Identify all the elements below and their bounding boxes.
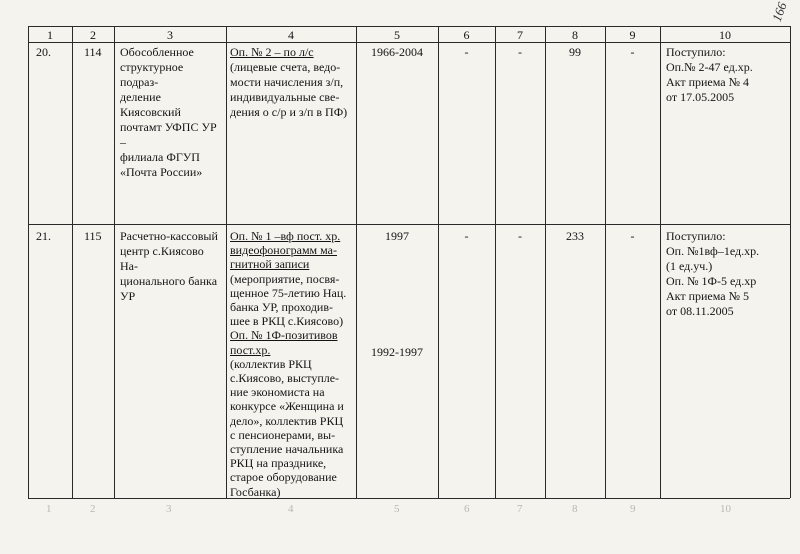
ghost-number: 10 [720, 503, 731, 515]
receipt-note [666, 45, 788, 105]
col8-value: 99 [569, 45, 581, 59]
note-line: Поступило: [666, 229, 726, 243]
org-line: центр с.Киясово На- [120, 244, 204, 273]
note-line: Оп.№ 2-47 ед.хр. [666, 60, 753, 74]
desc-line: РКЦ на празднике, [230, 456, 327, 471]
date-range: 1992-1997 [371, 345, 423, 359]
col6-value: - [464, 45, 469, 59]
col-border [660, 26, 661, 498]
date-range: 1966-2004 [371, 45, 423, 59]
header-col-8: 8 [572, 28, 578, 42]
ghost-number: 3 [166, 503, 172, 515]
col-border [28, 26, 29, 498]
col-border [545, 26, 546, 498]
header-col-5: 5 [394, 28, 400, 42]
col9-value: - [630, 45, 635, 59]
org-line: Расчетно-кассовый [120, 229, 218, 243]
desc-line: гнитной записи [230, 257, 310, 272]
header-col-9: 9 [629, 28, 636, 42]
col-border [72, 26, 73, 498]
ghost-number: 4 [288, 503, 294, 515]
desc-line: шее в РКЦ с.Киясово) [230, 314, 344, 329]
ghost-number: 9 [630, 503, 636, 515]
header-col-1: 1 [47, 28, 53, 42]
desc-line: (коллектив РКЦ [230, 356, 312, 371]
receipt-note [666, 229, 788, 319]
date-range: 1997 [385, 229, 409, 243]
note-line: от 08.11.2005 [666, 304, 734, 318]
header-col-4: 4 [288, 28, 294, 42]
desc-line: Оп. № 1 –вф пост. хр. [230, 229, 341, 243]
note-line: Акт приема № 4 [666, 75, 750, 89]
col-border [790, 26, 791, 498]
ghost-number: 8 [572, 503, 578, 515]
col-border [114, 26, 115, 498]
note-line: от 17.05.2005 [666, 90, 735, 104]
org-line: филиала ФГУП [120, 150, 200, 164]
col-border [356, 26, 357, 498]
org-line: деление Киясовский [120, 90, 181, 119]
header-col-10: 10 [719, 28, 731, 42]
header-col-2: 2 [90, 28, 96, 42]
desc-line: дело», коллектив РКЦ [230, 413, 344, 428]
org-line: Обособленное [120, 45, 194, 59]
desc-line: индивидуальные све- [230, 90, 340, 104]
desc-line: Госбанка) [230, 484, 281, 499]
desc-line: ступление начальника [230, 442, 344, 457]
note-line: (1 ед.уч.) [666, 259, 713, 273]
desc-line: Оп. № 1Ф-позитивов [230, 328, 338, 343]
table-border-top [28, 26, 790, 27]
desc-line: ние экономиста на [230, 385, 325, 400]
org-line: структурное подраз- [120, 60, 184, 89]
organization-name [120, 229, 224, 304]
ghost-number: 6 [464, 503, 470, 515]
desc-line: с пенсионерами, вы- [230, 427, 336, 442]
note-line: Поступило: [666, 45, 726, 59]
desc-line: (мероприятие, посвя- [230, 271, 340, 286]
desc-line: банка УР, проходив- [230, 300, 334, 315]
row-number: 20. [36, 45, 51, 59]
header-col-3: 3 [167, 28, 173, 42]
desc-line: мости начисления з/п, [230, 75, 344, 89]
desc-line: Оп. № 2 – по л/с [230, 45, 314, 59]
col-border [605, 26, 606, 498]
ghost-number: 2 [90, 503, 96, 515]
ghost-number: 1 [46, 503, 52, 515]
note-line: Оп. №1вф–1ед.хр. [666, 244, 760, 258]
header-bottom-border [28, 42, 790, 43]
col7-value: - [518, 45, 522, 59]
col8-value: 233 [566, 229, 584, 243]
col-border [495, 26, 496, 498]
org-line: почтамт УФПС УР – [120, 120, 217, 149]
col7-value: - [518, 229, 522, 243]
desc-line: (лицевые счета, ведо- [230, 60, 341, 74]
header-col-7: 7 [517, 28, 523, 42]
col9-value: - [630, 229, 635, 243]
desc-line: пост.хр. [230, 342, 271, 357]
inventory-description [230, 45, 354, 120]
desc-line: щенное 75-летию Нац. [230, 285, 347, 300]
note-line: Оп. № 1Ф-5 ед.хр [666, 274, 757, 288]
ghost-number: 5 [394, 503, 400, 515]
desc-line: конкурсе «Женщина и [230, 399, 344, 414]
note-line: Акт приема № 5 [666, 289, 750, 303]
col-border [226, 26, 227, 498]
org-line: «Почта России» [120, 165, 203, 179]
desc-line: видеофонограмм ма- [230, 243, 337, 258]
col6-value: - [464, 229, 469, 243]
row-number: 21. [36, 229, 51, 243]
header-col-6: 6 [463, 28, 470, 42]
desc-line: с.Киясово, выступле- [230, 371, 340, 386]
desc-line: дения о с/р и з/п в ПФ) [230, 105, 348, 119]
desc-line: старое оборудование [230, 470, 337, 485]
ghost-number: 7 [517, 503, 523, 515]
fund-number: 114 [84, 45, 102, 59]
org-line: ционального банка [120, 274, 218, 288]
organization-name [120, 45, 224, 180]
inventory-description [230, 229, 354, 499]
org-line: УР [120, 289, 136, 303]
fund-number: 115 [84, 229, 102, 243]
row-divider [28, 224, 790, 225]
table-border-bottom [28, 498, 790, 499]
col-border [438, 26, 439, 498]
page-number-mark: 166 [768, 0, 790, 24]
